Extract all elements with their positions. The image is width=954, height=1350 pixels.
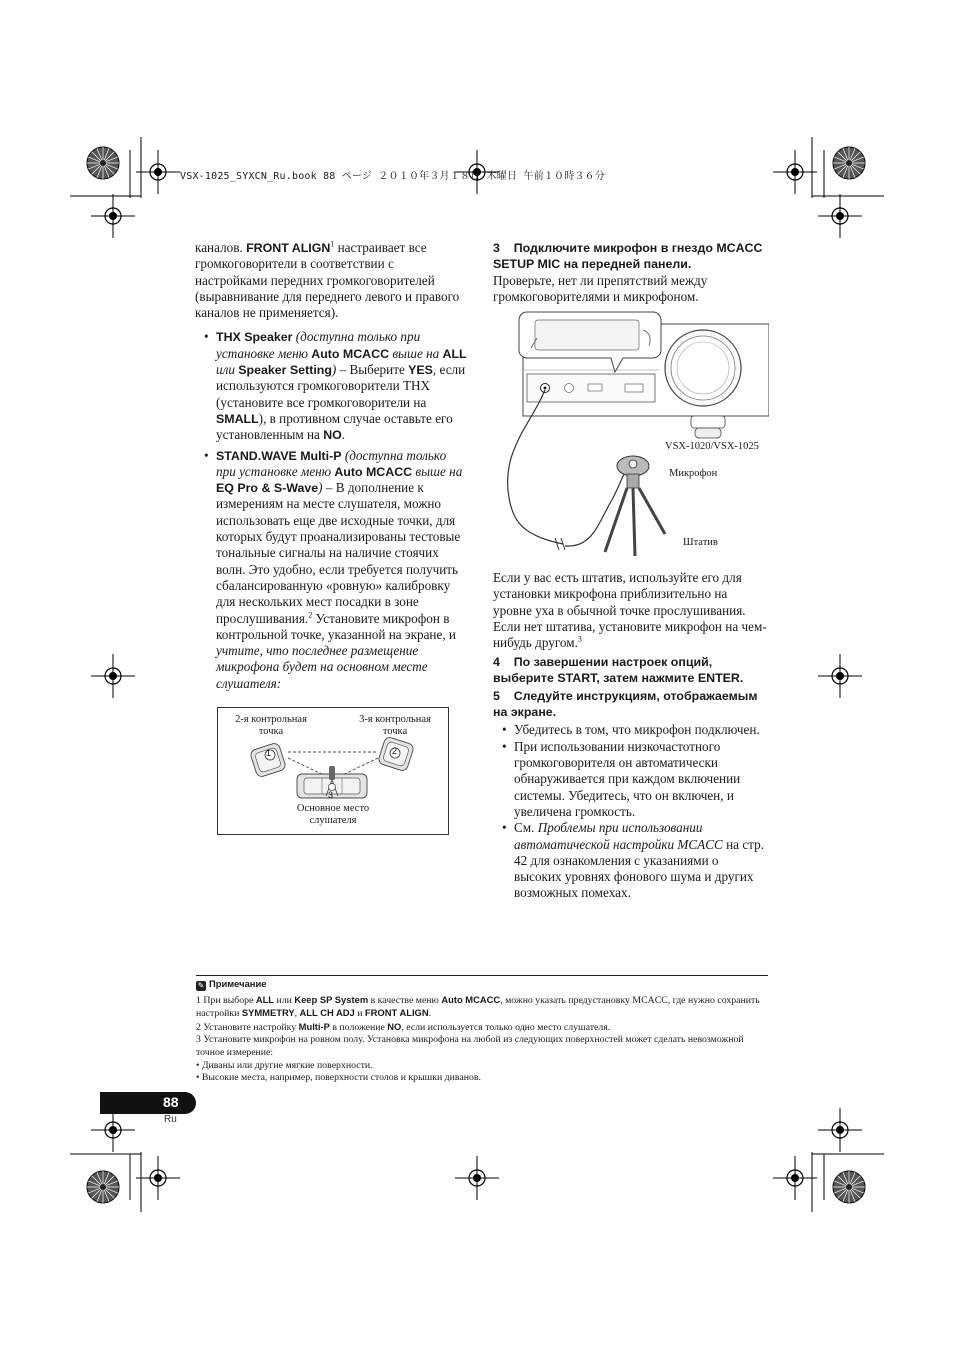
right-column-bottom [493,570,769,902]
notes-heading: ✎ Примечание [197,978,267,990]
microphone-label: Микрофон [669,468,718,479]
step-5-heading: 5 Следуйте инструкциям, отображаемым на экране. [493,689,758,720]
left-column [195,240,469,692]
note-1: 1 При выборе ALL или Keep SP System в качестве меню Auto MCACC, можно указать предустановку MCACC, где нужно сохранить настройки SYMMETRY, ALL CH ADJ и FRONT ALIGN. [196,993,760,1020]
tripod-label: Штатив [683,537,718,548]
seats-illustration [218,708,448,834]
main-position-label: Основное место слушателя [296,803,370,826]
book-header: VSX-1025_SYXCN_Ru.book 88 ページ ２０１０年３月１８日 木曜日 午前１０時３６分 [180,171,605,182]
step-3-heading: 3 Подключите микрофон в гнездо MCACC SETUP MIC на передней панели. [493,241,763,271]
note-3-bullet-2: • Высокие места, например, поверхности столов и крышки диванов. [196,1072,481,1084]
step-5-bullet-1: • Убедитесь в том, что микрофон подключен. [493,722,769,738]
tripod-paragraph: Если у вас есть штатив, используйте его для установки микрофона приблизительно на уровне уха в обычной точке прослушивания. Если нет штатива, установите микрофон на чем-нибудь другом.$^3$ [493,570,767,651]
step-4-heading: 4 По завершении настроек опций, выберите START, затем нажмите ENTER. [493,655,744,686]
step-3-body: Проверьте, нет ли препятствий между громкоговорителями и микрофоном. [493,273,708,305]
standwave-bullet: • STAND.WAVE Multi-P (доступна только при установке меню Auto MCACC выше на EQ Pro & S-Wave) – В дополнение к измерениям на месте слушателя, можно использовать еще две исходные точки, для которых будут проанализированы тестовые тональные сигналы на наличие стоячих волн. Это удобно, если требуется получить сбалансированную «ровную» калибровку для нескольких мест посадки в зоне прослушивания.$^2$ Установите микрофон в контрольной точке, указанной на экране, и учтите, что последнее размещение микрофона будет на основном месте слушателя: [195,448,469,692]
note-3-bullet-1: • Диваны или другие мягкие поверхности. [196,1059,373,1071]
notes-section [196,978,768,1085]
page-number-badge [100,1092,196,1114]
point-number-2: 2 [392,746,398,756]
step-5-bullet-3: • См. Проблемы при использовании автоматической настройки MCACC на стр. 42 для ознакомления с указаниями о высоких уровнях фонового шума и других возможных помехах. [493,820,769,901]
second-point-label: 2-я контрольная точка [235,714,307,737]
notes-divider [196,975,768,976]
note-icon: ✎ [197,981,205,990]
receiver-microphone-figure [493,308,769,568]
intro-paragraph: каналов. FRONT ALIGN$^1$ настраивает все громкоговорители в соответствии с настройками передних громкоговорителей (выравнивание для переднего левого и правого каналов не применяется). [195,239,460,321]
third-point-label: 3-я контрольная точка [359,714,431,737]
thx-speaker-bullet: • THX Speaker (доступна только при установке меню Auto MCACC выше на ALL или Speaker Setting) – Выберите YES, если используются громкоговорители THX (установите все громкоговорители на SMALL), в противном случае оставьте его установленным на NO. [195,329,469,443]
right-column-top [493,240,769,306]
page-language: Ru [164,1114,177,1125]
model-label: VSX-1020/VSX-1025 [665,441,759,452]
note-3: 3 Установите микрофон на ровном полу. Установка микрофона на любой из следующих поверхностей может сделать невозможной точное измерение: [196,1034,744,1058]
listening-positions-figure [217,707,449,835]
note-2: 2 Установите настройку Multi-P в положение NO, если используется только одно место слушателя. [196,1020,611,1033]
page-number: 88 [163,1094,179,1110]
step-5-bullet-2: • При использовании низкочастотного громкоговорителя он автоматически обнаруживается при каждом включении системы. Убедитесь, что он включен, и увеличена громкость. [493,739,769,820]
point-number-3: 3 [328,790,334,800]
point-number-1: 1 [266,748,272,758]
